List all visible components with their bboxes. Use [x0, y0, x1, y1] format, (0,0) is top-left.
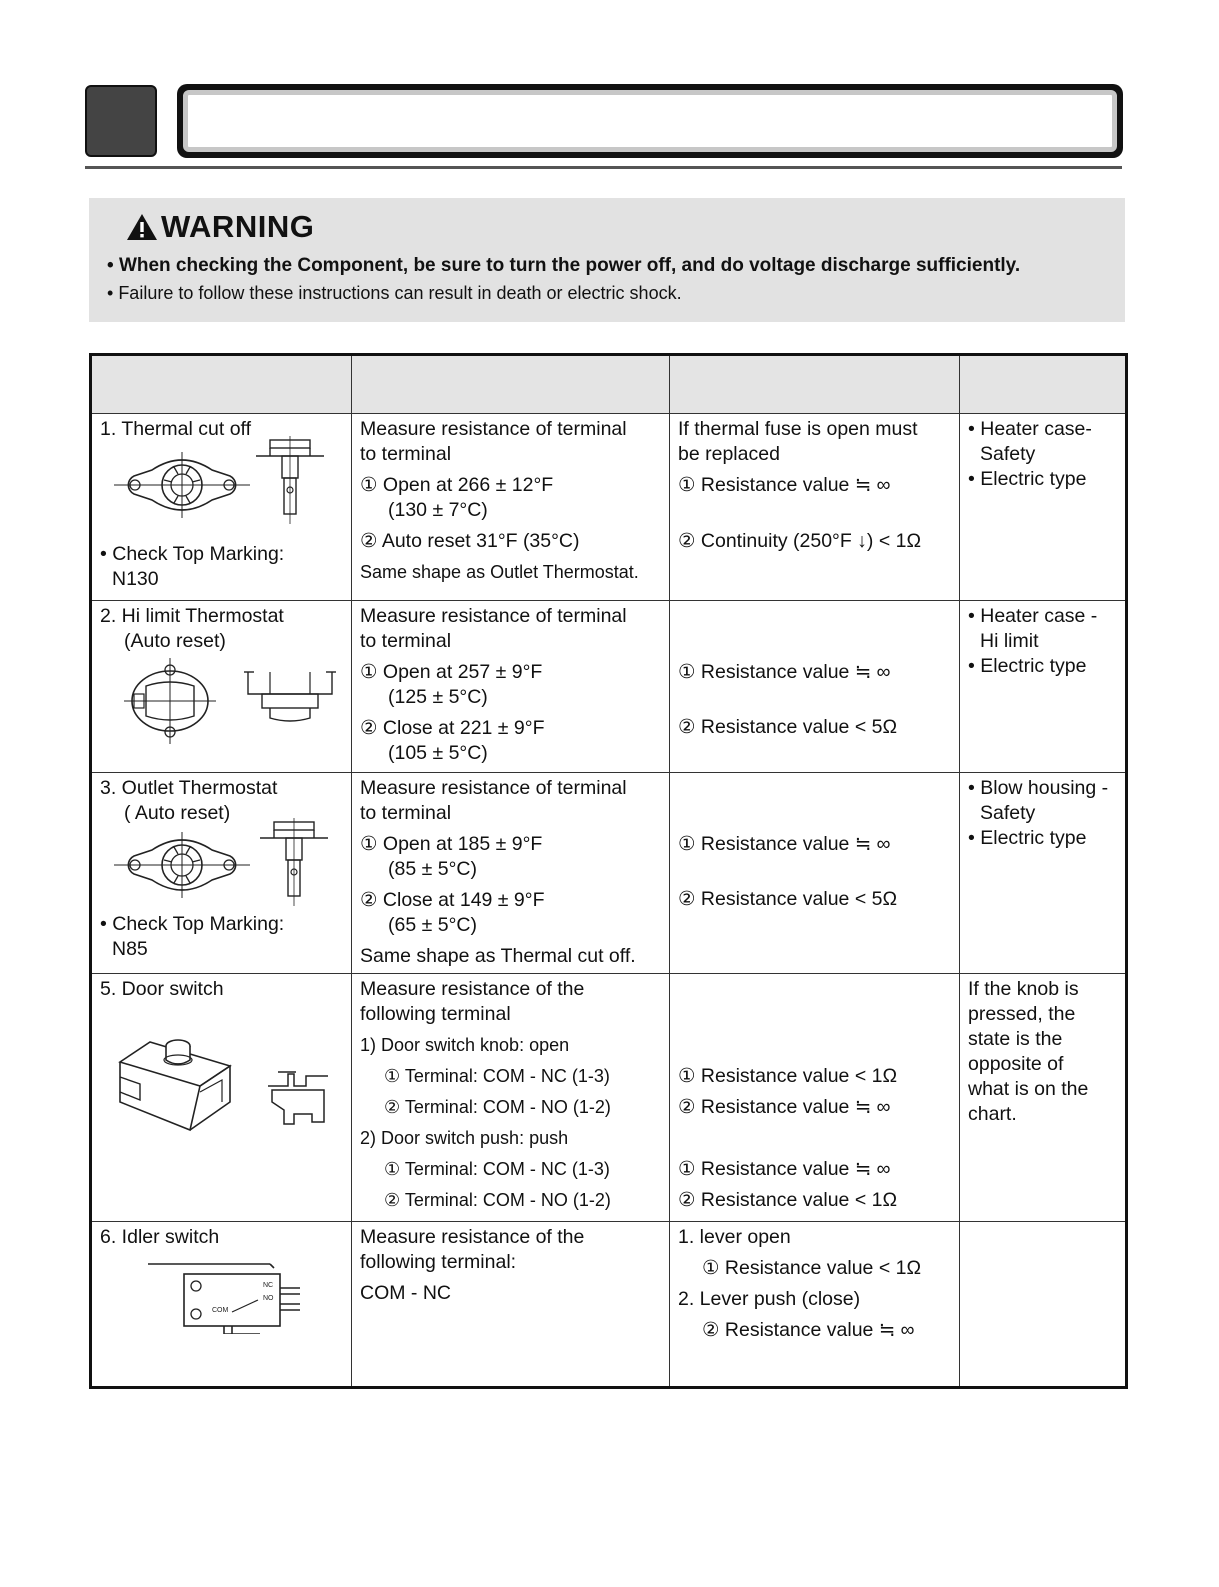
outlet-thermostat-diagram — [100, 826, 343, 912]
thermostat-side-view-icon — [250, 436, 330, 526]
result-cell: ① Resistance value < 1Ω ② Resistance value ≒ ∞ ① Resistance value ≒ ∞ ② Resistance value < 1Ω — [670, 974, 960, 1222]
component-cell: 6. Idler switch NC NO COM — [91, 1222, 352, 1388]
hi-limit-thermostat-diagram — [100, 654, 343, 754]
thermal-cut-off-diagram — [100, 442, 343, 542]
table-row — [91, 414, 1127, 601]
table-row — [91, 773, 1127, 974]
door-switch-icon — [110, 1022, 240, 1132]
component-check-table — [89, 353, 1128, 1389]
remark-cell — [960, 1222, 1127, 1388]
thermostat-top-view-icon — [112, 830, 252, 900]
thermostat-top-view-icon — [120, 656, 220, 746]
result-cell: ① Resistance value ≒ ∞ ② Resistance value < 5Ω — [670, 601, 960, 773]
result-cell: ① Resistance value ≒ ∞ ② Resistance value < 5Ω — [670, 773, 960, 974]
warning-heading — [125, 210, 1107, 244]
micro-switch-icon — [140, 1254, 310, 1334]
remark-cell: • Heater case - Hi limit • Electric type — [960, 601, 1127, 773]
remark-cell: If the knob is pressed, the state is the opposite of what is on the chart. — [960, 974, 1127, 1222]
table-header-row — [91, 355, 1127, 414]
thermostat-top-view-icon — [112, 450, 252, 520]
thermostat-side-view-icon — [240, 664, 340, 734]
method-cell: Measure resistance of terminal to terminal ① Open at 257 ± 9°F (125 ± 5°C) ② Close at 221 ± 9°F (105 ± 5°C) — [352, 601, 670, 773]
component-cell: 3. Outlet Thermostat ( Auto reset) • Check Top Marking: N85 — [91, 773, 352, 974]
result-cell: If thermal fuse is open must be replaced ① Resistance value ≒ ∞ ② Continuity (250°F ↓) < 1Ω — [670, 414, 960, 601]
table-row — [91, 601, 1127, 773]
table-row — [91, 974, 1127, 1222]
door-switch-diagram — [100, 1002, 343, 1152]
com-label: COM — [212, 1307, 229, 1314]
section-title-bar — [177, 84, 1123, 158]
remark-cell: • Blow housing - Safety • Electric type — [960, 773, 1127, 974]
header-divider — [85, 166, 1122, 169]
warning-box — [89, 198, 1125, 322]
warning-title: WARNING — [161, 209, 315, 244]
result-cell: 1. lever open ① Resistance value < 1Ω 2. Lever push (close) ② Resistance value ≒ ∞ — [670, 1222, 960, 1388]
component-cell: 1. Thermal cut off • Check Top Marking: N130 — [91, 414, 352, 601]
thermostat-side-view-icon — [254, 818, 334, 908]
warning-line-1: • When checking the Component, be sure to turn the power off, and do voltage discharge sufficiently. — [107, 255, 1021, 276]
nc-label: NC — [263, 1282, 274, 1289]
method-cell: Measure resistance of terminal to terminal ① Open at 185 ± 9°F (85 ± 5°C) ② Close at 149 ± 9°F (65 ± 5°C) Same shape as Thermal cut off. — [352, 773, 670, 974]
method-cell: Measure resistance of terminal to terminal ① Open at 266 ± 12°F (130 ± 7°C) ② Auto reset 31°F (35°C) Same shape as Outlet Thermostat. — [352, 414, 670, 601]
method-cell: Measure resistance of the following terminal 1) Door switch knob: open ① Terminal: COM - NC (1-3) ② Terminal: COM - NO (1-2) 2) Door switch push: push ① Terminal: COM - NC (1-3) ② Terminal: COM - NO (1-2) — [352, 974, 670, 1222]
idler-switch-diagram — [100, 1250, 343, 1340]
component-cell: 5. Door switch — [91, 974, 352, 1222]
section-number-box — [85, 85, 157, 157]
warning-triangle-icon — [125, 212, 159, 242]
door-switch-side-icon — [264, 1062, 334, 1132]
component-cell: 2. Hi limit Thermostat (Auto reset) — [91, 601, 352, 773]
warning-line-2: • Failure to follow these instructions can result in death or electric shock. — [107, 283, 682, 303]
table-row — [91, 1222, 1127, 1388]
method-cell: Measure resistance of the following terminal: COM - NC — [352, 1222, 670, 1388]
remark-cell: • Heater case- Safety • Electric type — [960, 414, 1127, 601]
no-label: NO — [263, 1295, 274, 1302]
